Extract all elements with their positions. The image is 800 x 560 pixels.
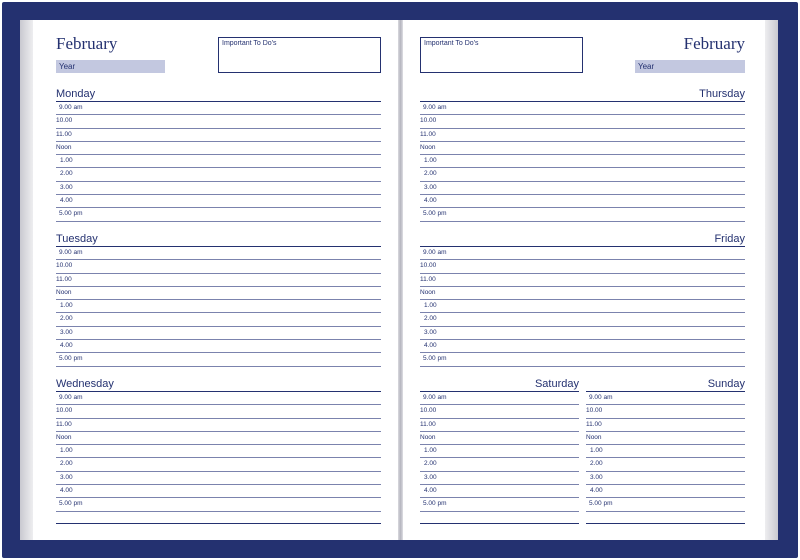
time-slot[interactable]: 9.00 am — [586, 392, 745, 405]
left-page — [33, 20, 398, 540]
time-slot[interactable]: 10.00 — [420, 115, 745, 128]
time-slot[interactable]: 3.00 — [420, 327, 745, 340]
time-slot[interactable]: Noon — [420, 142, 745, 155]
time-slot[interactable]: 3.00 — [56, 327, 381, 340]
time-slot[interactable]: 1.00 — [420, 300, 745, 313]
time-slot[interactable]: 11.00 — [420, 129, 745, 142]
time-slot[interactable]: 2.00 — [420, 313, 745, 326]
time-slots-thursday — [420, 102, 745, 222]
page-bottom-rule — [420, 523, 579, 524]
month-title-right: February — [683, 34, 745, 53]
time-slots-sunday — [586, 392, 745, 512]
time-slot[interactable]: 9.00 am — [420, 392, 579, 405]
time-slot[interactable]: 3.00 — [56, 472, 381, 485]
time-slot[interactable]: 3.00 — [420, 182, 745, 195]
time-slot[interactable]: 10.00 — [420, 260, 745, 273]
day-heading-tuesday: Tuesday — [56, 233, 98, 245]
time-slot[interactable]: 2.00 — [420, 168, 745, 181]
time-slot[interactable]: 2.00 — [56, 458, 381, 471]
time-slot[interactable]: 9.00 am — [56, 392, 381, 405]
time-slot[interactable]: 2.00 — [586, 458, 745, 471]
time-slot[interactable]: 5.00 pm — [420, 353, 745, 366]
time-slot[interactable]: 11.00 — [56, 274, 381, 287]
time-slots-tuesday — [56, 247, 381, 367]
page-edge-left — [20, 20, 33, 540]
day-heading-monday: Monday — [56, 88, 96, 100]
time-slot[interactable]: 5.00 pm — [56, 498, 381, 511]
time-slot[interactable]: 9.00 am — [56, 102, 381, 115]
todo-label: Important To Do's — [222, 40, 277, 47]
time-slot[interactable]: 3.00 — [420, 472, 579, 485]
time-slot[interactable]: 9.00 am — [56, 247, 381, 260]
time-slots-friday — [420, 247, 745, 367]
time-slot[interactable]: 1.00 — [420, 155, 745, 168]
time-slot[interactable]: 3.00 — [586, 472, 745, 485]
year-field-left[interactable]: Year — [56, 60, 165, 73]
time-slot[interactable]: Noon — [56, 142, 381, 155]
time-slot[interactable]: 1.00 — [56, 445, 381, 458]
time-slot[interactable]: 5.00 pm — [420, 208, 745, 221]
time-slot[interactable]: 11.00 — [56, 129, 381, 142]
time-slots-wednesday — [56, 392, 381, 512]
time-slot[interactable]: 3.00 — [56, 182, 381, 195]
time-slot[interactable]: 5.00 pm — [56, 208, 381, 221]
time-slot[interactable]: 1.00 — [420, 445, 579, 458]
todo-box-right[interactable] — [420, 37, 583, 73]
time-slot[interactable]: 2.00 — [56, 168, 381, 181]
page-bottom-rule — [56, 523, 381, 524]
day-heading-saturday: Saturday — [534, 378, 579, 390]
page-bottom-rule — [586, 523, 745, 524]
time-slot[interactable]: 9.00 am — [420, 247, 745, 260]
time-slot[interactable]: 11.00 — [56, 419, 381, 432]
time-slot[interactable]: 9.00 am — [420, 102, 745, 115]
time-slot[interactable]: 4.00 — [420, 195, 745, 208]
time-slot[interactable]: 4.00 — [56, 340, 381, 353]
time-slot[interactable]: 11.00 — [586, 419, 745, 432]
page-edge-right — [765, 20, 778, 540]
month-title-left: February — [56, 34, 118, 53]
time-slot[interactable]: 11.00 — [420, 274, 745, 287]
time-slot[interactable]: 1.00 — [586, 445, 745, 458]
time-slot[interactable]: Noon — [420, 432, 579, 445]
time-slot[interactable]: Noon — [586, 432, 745, 445]
time-slots-monday — [56, 102, 381, 222]
time-slot[interactable]: 5.00 pm — [586, 498, 745, 511]
right-page — [403, 20, 765, 540]
time-slot[interactable]: 5.00 pm — [420, 498, 579, 511]
year-field-right[interactable]: Year — [635, 60, 745, 73]
time-slot[interactable]: 10.00 — [420, 405, 579, 418]
todo-label: Important To Do's — [424, 40, 479, 47]
time-slot[interactable]: 4.00 — [420, 340, 745, 353]
day-heading-friday: Friday — [714, 233, 745, 245]
time-slot[interactable]: 1.00 — [56, 155, 381, 168]
time-slot[interactable]: 4.00 — [420, 485, 579, 498]
time-slot[interactable]: 1.00 — [56, 300, 381, 313]
time-slot[interactable]: 2.00 — [56, 313, 381, 326]
time-slot[interactable]: 11.00 — [420, 419, 579, 432]
time-slot[interactable]: Noon — [56, 287, 381, 300]
time-slot[interactable]: Noon — [420, 287, 745, 300]
time-slot[interactable]: 10.00 — [586, 405, 745, 418]
time-slot[interactable]: Noon — [56, 432, 381, 445]
time-slot[interactable]: 5.00 pm — [56, 353, 381, 366]
todo-box-left[interactable] — [218, 37, 381, 73]
time-slot[interactable]: 2.00 — [420, 458, 579, 471]
time-slot[interactable]: 10.00 — [56, 115, 381, 128]
time-slot[interactable]: 4.00 — [56, 485, 381, 498]
day-heading-sunday: Sunday — [707, 378, 745, 390]
time-slots-saturday — [420, 392, 579, 512]
day-heading-wednesday: Wednesday — [56, 378, 114, 390]
time-slot[interactable]: 4.00 — [586, 485, 745, 498]
time-slot[interactable]: 10.00 — [56, 405, 381, 418]
day-heading-thursday: Thursday — [699, 88, 745, 100]
time-slot[interactable]: 4.00 — [56, 195, 381, 208]
time-slot[interactable]: 10.00 — [56, 260, 381, 273]
